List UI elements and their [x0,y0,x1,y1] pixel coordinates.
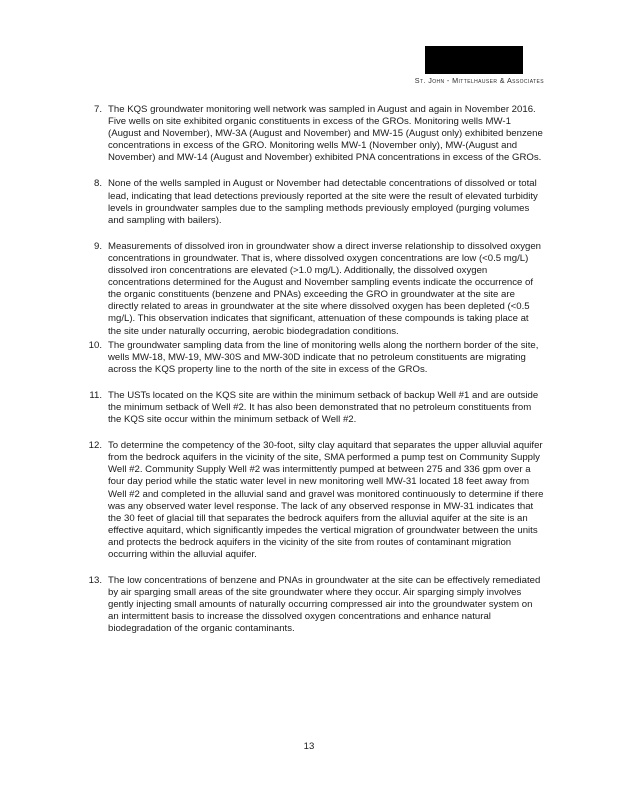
firm-header: St. John - Mittelhauser & Associates [414,76,544,85]
item-number: 8. [93,178,102,190]
item-text: Measurements of dissolved iron in groundwater show a direct inverse relationship to dissolved oxygen concentrations in groundwater. That is, where dissolved oxygen concentrations are low (<0.5 mg/L) dissolved iron concentrations are elevated (>1.0 mg/L). Additionally, the dissolved oxygen concentrations determined for the August and November sampling events indicate the occurrence of the organic constituents (benzene and PNAs) exceeding the GRO in groundwater at the site are directly related to areas in groundwater at the site where dissolved oxygen has been depleted (<0.5 mg/L). This observation indicates that significant, attenuation of these compounds is taking place at the site under naturally occurring, aerobic biodegradation conditions. [108,240,542,337]
list-item-13 [86,575,544,635]
item-number: 13. [88,575,102,587]
item-text: To determine the competency of the 30-foot, silty clay aquitard that separates the upper alluvial aquifer from the bedrock aquifers in the vicinity of the site, SMA performed a pump test on Community Supply Well #2. Community Supply Well #2 was intermittently pumped at between 275 and 336 gpm over a four day period while the static water level in new monitoring well MW-31 located 18 feet away from Well #2 and completed in the alluvial sand and gravel was monitored continuously to determine if there was any observed water level response. The lack of any observed response in MW-31 indicates that the 30 feet of glacial till that separates the bedrock aquifers from the alluvial aquifer at the site is an effective aquitard, which significantly impedes the vertical migration of groundwater between the units and protects the bedrock aquifers in the vicinity of the site from routes of contaminant migration occurring within the alluvial aquifer. [108,440,544,560]
item-number: 7. [93,104,102,115]
item-text: The KQS groundwater monitoring well network was sampled in August and again in November 2016. Five wells on site exhibited organic constituents in excess of the GROs. Monitoring wells MW-1 (August and November), MW-3A (August and November) and MW-15 (August only) exhibited benzene concentrations in excess of the GRO. Monitoring wells MW-1 (November only), MW-(August and November) and MW-14 (August and November) exhibited PNA concentrations in excess of the GROs. [108,104,543,164]
list-item-7 [86,104,544,164]
redaction-box [425,46,523,74]
item-text: The groundwater sampling data from the line of monitoring wells along the northern border of the site, wells MW-18, MW-19, MW-30S and MW-30D indicate that no petroleum constituents are migrating across the KQS property line to the north of the site in excess of the GROs. [108,339,539,375]
conclusions-list [86,104,544,650]
page-number: 13 [303,741,315,752]
item-number: 10. [88,339,102,351]
item-text: The USTs located on the KQS site are within the minimum setback of backup Well #1 and are outside the minimum setback of Well #2. It has also been demonstrated that no petroleum constituents from the KQS site occur within the minimum setback of Well #2. [108,389,539,426]
list-item-9 [86,241,544,338]
item-number: 9. [93,240,102,252]
item-number: 12. [88,440,102,452]
list-item-8 [86,178,544,226]
list-item-12 [86,440,544,561]
list-item-11 [86,390,544,426]
item-number: 11. [89,389,102,401]
item-text: None of the wells sampled in August or November had detectable concentrations of dissolved or total lead, indicating that lead detections previously reported at the site were the result of elevated turbidity levels in groundwater samples due to the sampling methods previously employed (purging volumes and sampling with bailers). [108,178,538,226]
list-item-10 [86,340,544,376]
item-text: The low concentrations of benzene and PNAs in groundwater at the site can be effectively remediated by air sparging small areas of the site groundwater where they occur. Air sparging simply involves gently injecting small amounts of naturally occurring compressed air into the groundwater system on an intermittent basis to increase the dissolved oxygen concentrations and enhance natural biodegradation of the organic contaminants. [108,575,541,635]
